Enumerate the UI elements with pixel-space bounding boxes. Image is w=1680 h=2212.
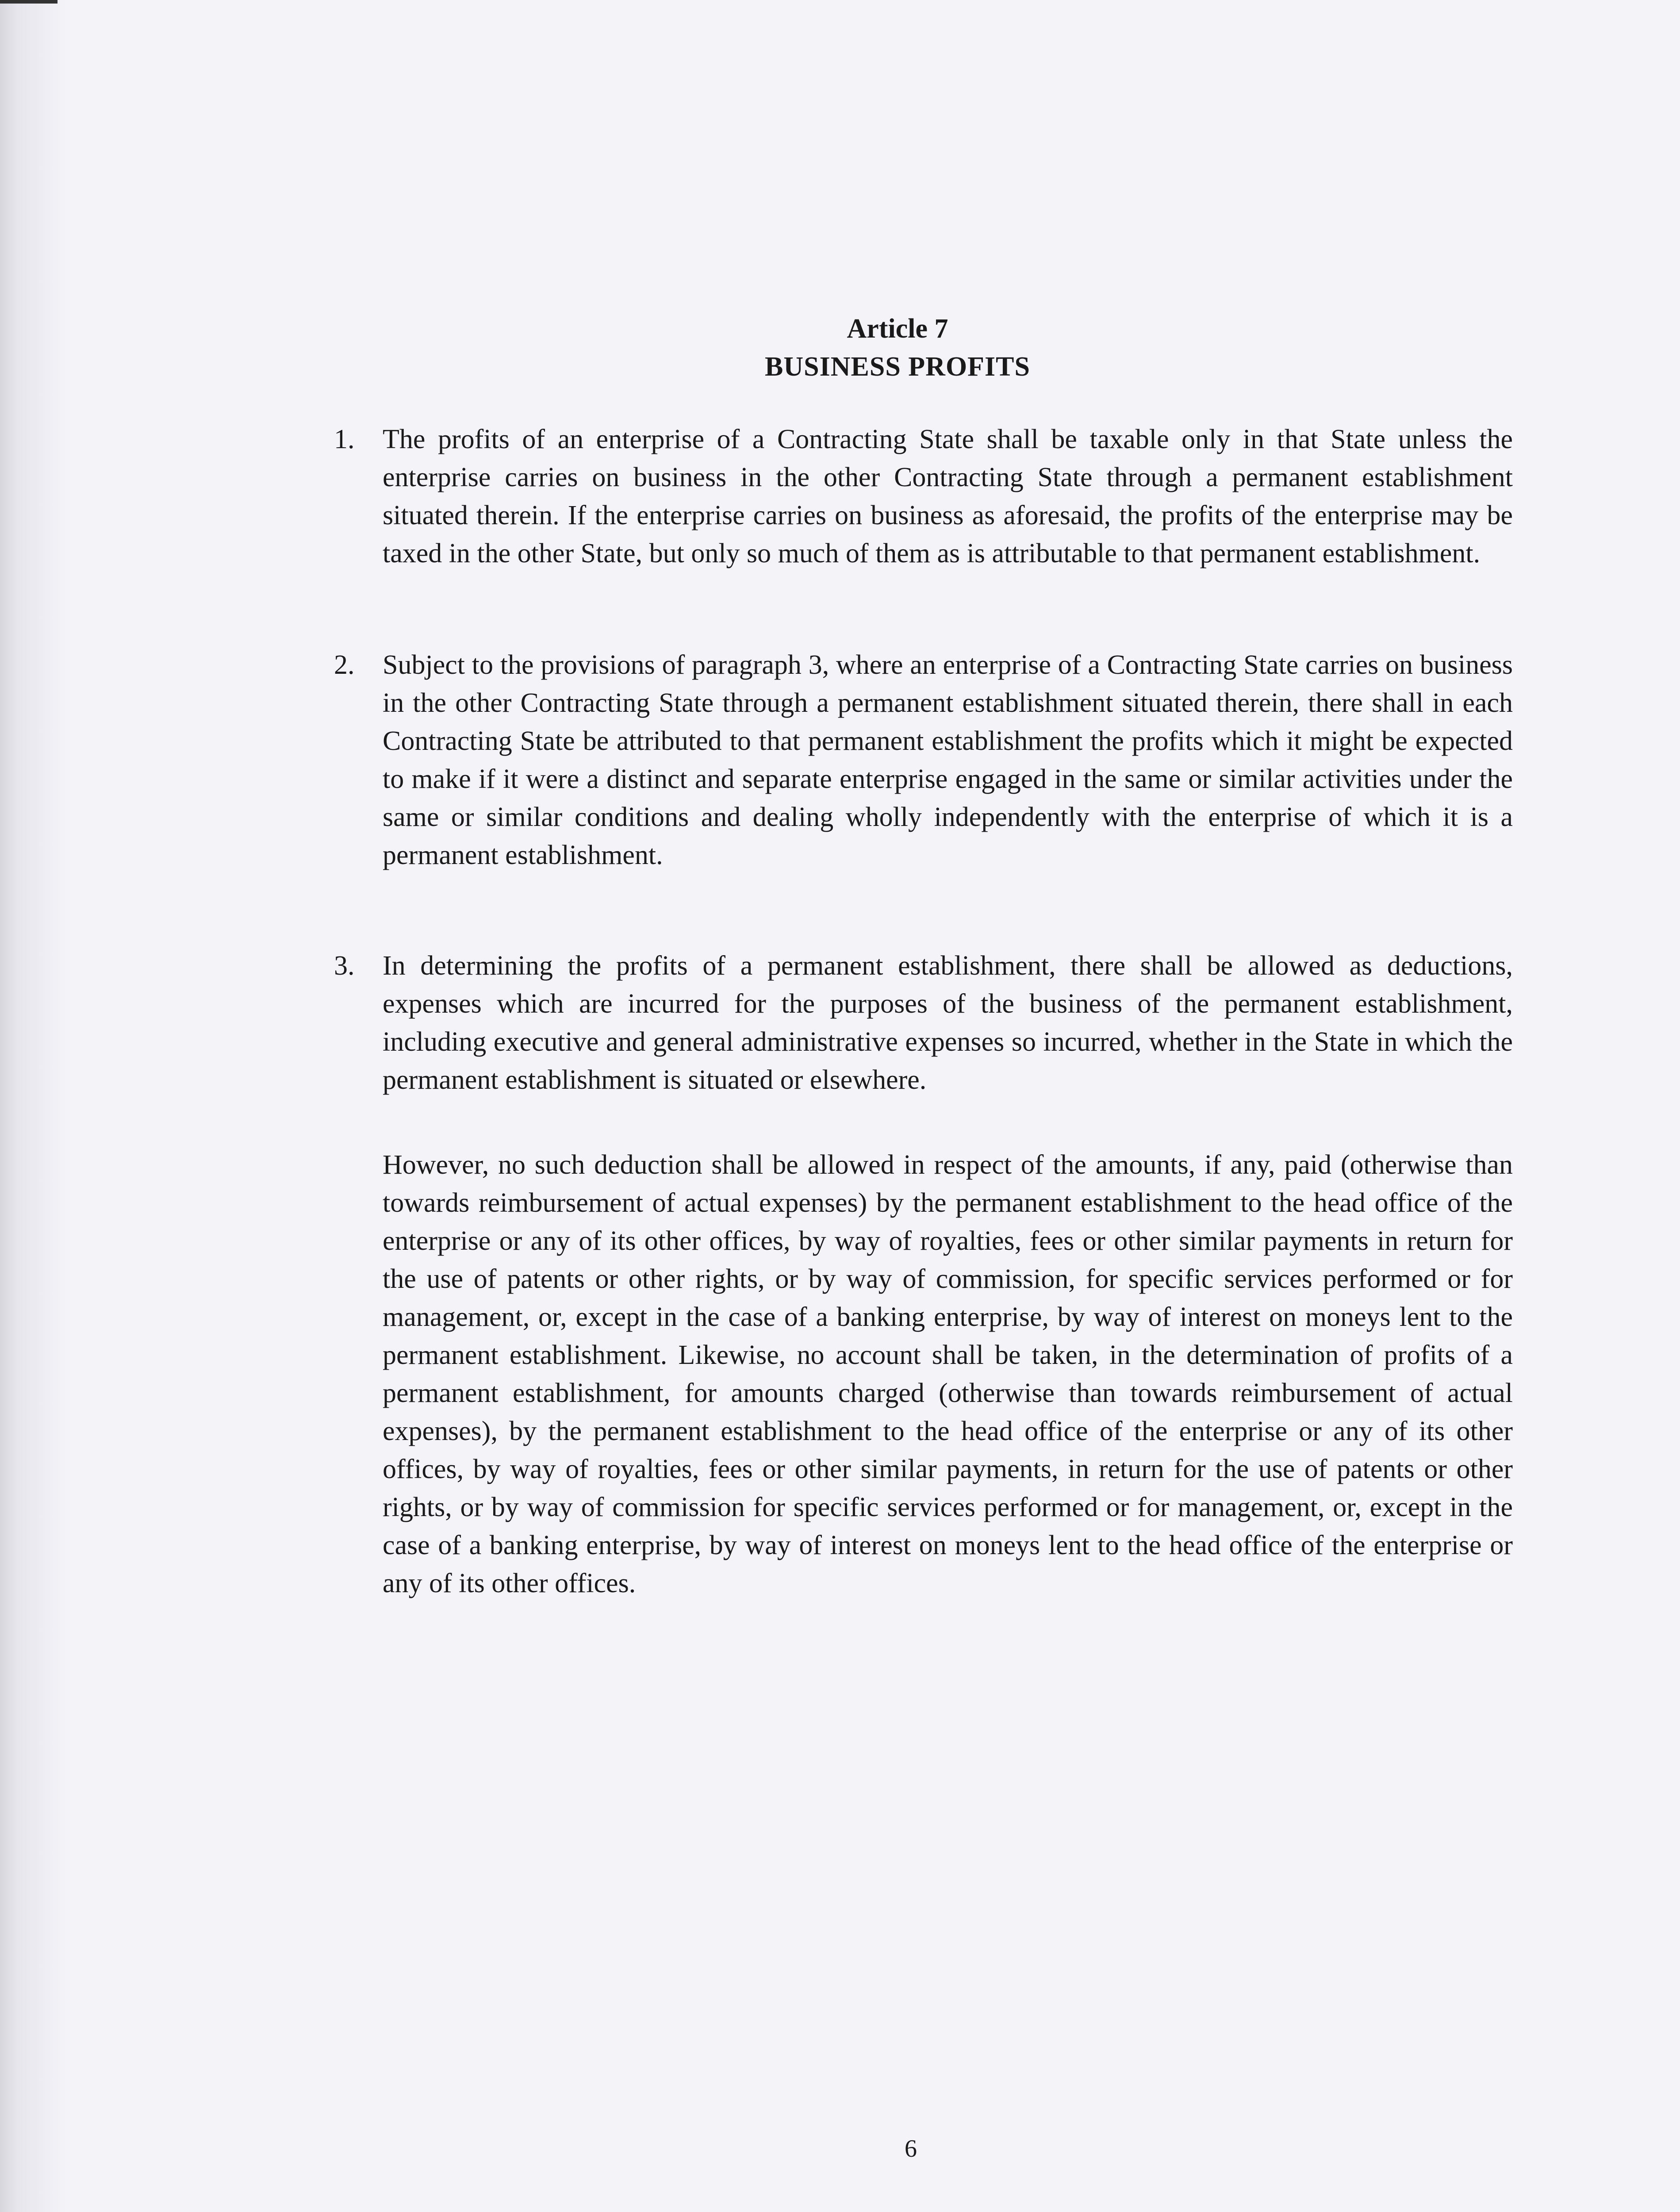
paragraph-2-text: Subject to the provisions of paragraph 3, where an enterprise of a Contracting State carries on business in the other Contracting State through a permanent establishment situated therein, there shall in each Contracting State be attributed to that permanent establishment the profits which it might be expected to make if it were a distinct and separate enterprise engaged in the same or similar activities under the same or similar conditions and dealing wholly independently with the enterprise of which it is a permanent establishment. (383, 650, 1513, 870)
scan-edge-mark (0, 0, 58, 4)
paragraph-3-number: 3. (334, 951, 355, 981)
page-number: 6 (905, 2135, 917, 2162)
paragraph-3-continuation: However, no such deduction shall be allowed in respect of the amounts, if any, paid (otherwise than towards reimbursement of actual expenses) by the permanent establishment to the head office of the enterprise or any of its other offices, by way of royalties, fees or other similar payments in return for the use of patents or other rights, or by way of commission, for specific services performed or for management, or, except in the case of a banking enterprise, by way of interest on moneys lent to the permanent establishment. Likewise, no account shall be taken, in the determination of profits of a permanent establishment, for amounts charged (otherwise than towards reimbursement of actual expenses), by the permanent establishment to the head office of the enterprise or any of its other offices, by way of royalties, fees or other similar payments, in return for the use of patents or other rights, or by way of commission for specific services performed or for management, or, except in the case of a banking enterprise, by way of interest on moneys lent to the head office of the enterprise or any of its other offices. (383, 1150, 1513, 1598)
article-title: BUSINESS PROFITS (764, 352, 1031, 382)
article-number: Article 7 (847, 314, 948, 344)
paragraph-2-number: 2. (334, 650, 355, 680)
paragraph-3-text: In determining the profits of a permanent establishment, there shall be allowed as deductions, expenses which are incurred for the purposes of the business of the permanent establishment, including executive and general administrative expenses so incurred, whether in the State in which the permanent establishment is situated or elsewhere. (383, 951, 1513, 1095)
paragraph-1-number: 1. (334, 424, 355, 454)
article-header (0, 310, 1680, 386)
paragraph-1-text: The profits of an enterprise of a Contracting State shall be taxable only in that State unless the enterprise carries on business in the other Contracting State through a permanent establishment situated therein. If the enterprise carries on business as aforesaid, the profits of the enterprise may be taxed in the other State, but only so much of them as is attributable to that permanent establishment. (383, 424, 1513, 568)
